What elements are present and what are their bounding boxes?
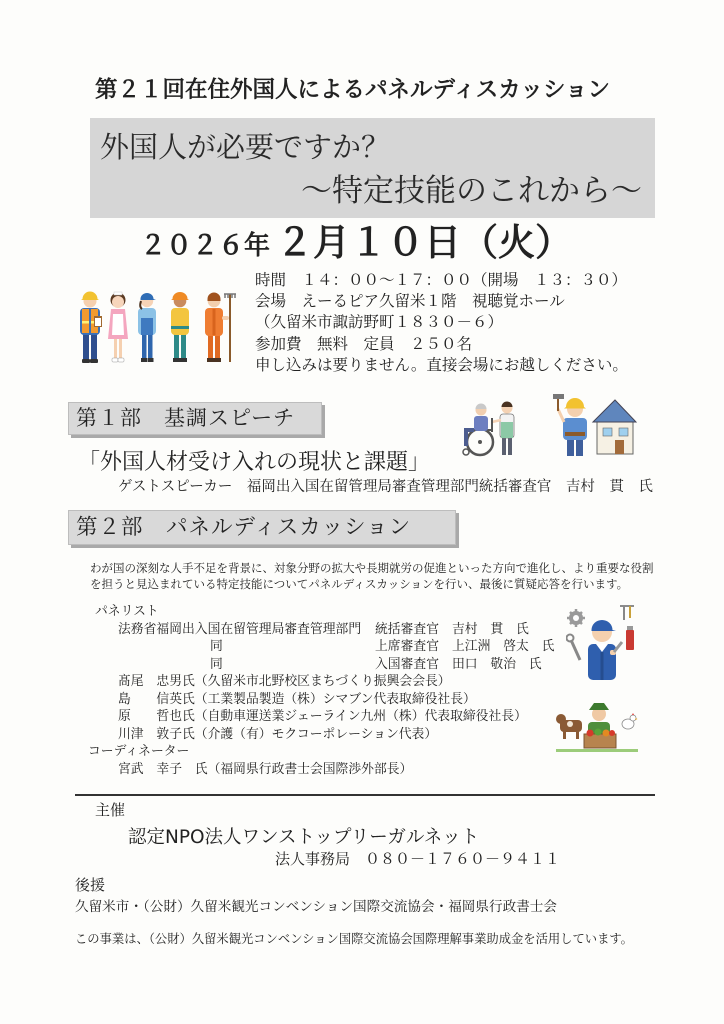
panelist-row <box>88 708 568 726</box>
official-org: 同 <box>210 639 223 655</box>
wheelchair-user-figure <box>463 404 493 456</box>
event-date-day: ２月１０日（火） <box>276 221 572 264</box>
sponsors-list: 久留米市・（公財）久留米観光コンベンション国際交流協会・福岡県行政書士会 <box>75 899 557 915</box>
panelist-row <box>88 726 568 744</box>
coordinator-label: コーディネーター <box>88 744 190 760</box>
mechanic-figure <box>588 620 622 680</box>
event-fee-capacity: 参加費 無料 定員 ２５０名 <box>255 334 473 353</box>
panelists-label: パネリスト <box>95 604 159 619</box>
factory-worker-figure <box>138 293 156 362</box>
caregiver-figure <box>492 402 514 456</box>
mechanic-illustration <box>566 600 638 682</box>
carpenter-figure <box>553 394 587 456</box>
cow-figure <box>556 714 582 739</box>
panelist-row <box>88 691 568 709</box>
panel-description-line: わが国の深刻な人手不足を背景に、対象分野の拡大や長期就労の促進といった方向で進化し、より重要な役割 <box>90 561 654 575</box>
coordinator-label-row <box>88 743 568 761</box>
panelist-entry: 川津 敦子氏（介護（有）モクコーポレーション代表） <box>118 726 438 742</box>
official-title: 統括審査官 <box>375 621 439 637</box>
part2-heading: 第２部 パネルディスカッション <box>76 515 412 540</box>
part2-heading-box <box>68 510 456 545</box>
official-title: 入国審査官 <box>375 656 439 672</box>
part1-heading-box <box>68 402 322 435</box>
panelist-entry: 原 哲也氏（自動車運送業ジェーライン九州（株）代表取締役社長） <box>118 709 527 725</box>
house-figure <box>593 400 636 454</box>
main-subtitle: ～特定技能のこれから～ <box>301 173 642 209</box>
coordinator-row <box>88 761 568 779</box>
event-venue: 会場 えーるピア久留米１階 視聴覚ホール <box>255 292 565 311</box>
organizer-label: 主催 <box>95 801 126 819</box>
farm-worker-figure <box>205 293 236 363</box>
panelist-entry: 髙尾 忠男氏（久留米市北野校区まちづくり振興会会長） <box>118 674 451 690</box>
wheelchair-care-illustration <box>458 398 522 458</box>
construction-illustration <box>553 392 637 458</box>
official-row <box>88 621 568 639</box>
official-name: 吉村 貫 氏 <box>452 621 529 637</box>
guest-speaker: ゲストスピーカー 福岡出入国在留管理局審査管理部門統括審査官 吉村 貫 氏 <box>118 479 653 495</box>
construction-worker-figure <box>171 292 189 362</box>
series-title: 第２１回在住外国人によるパネルディスカッション <box>95 77 611 103</box>
event-address: （久留米市諏訪野町１８３０－６） <box>255 313 504 332</box>
event-note: 申し込みは要りません。直接会場にお越しください。 <box>255 355 628 374</box>
organizer-name: 認定NPO法人ワンストップリーガルネット <box>128 827 480 848</box>
official-row <box>88 638 568 656</box>
event-info <box>255 270 628 376</box>
official-org: 同 <box>210 656 223 672</box>
event-date-year: ２０２６年 <box>140 231 271 261</box>
panel-description <box>90 560 654 592</box>
official-title: 上席審査官 <box>375 639 439 655</box>
event-time: 時間 １４：００～１７：００（開場 １３：３０） <box>255 271 628 289</box>
sponsors-label: 後援 <box>75 876 106 894</box>
panelist-row <box>88 673 568 691</box>
official-org: 法務省福岡出入国在留管理局審査管理部門 <box>118 621 362 637</box>
ground-strip <box>556 749 638 752</box>
event-date <box>140 220 580 266</box>
keynote-title: 「外国人材受け入れの現状と課題」 <box>78 450 431 475</box>
workers-group-illustration <box>72 288 238 364</box>
panelists-label-row <box>88 603 568 621</box>
safety-worker-figure <box>80 292 102 364</box>
grant-footnote: この事業は、（公財）久留米観光コンベンション国際交流協会国際理解事業助成金を活用しています。 <box>75 932 633 946</box>
organizer-contact: 法人事務局 ０８０－１７６０－９４１１ <box>275 850 561 868</box>
main-title-box <box>90 118 655 218</box>
chicken-figure <box>622 713 638 729</box>
farmer-illustration <box>556 694 638 754</box>
nurse-figure <box>108 292 128 362</box>
official-name: 上江洲 啓太 氏 <box>452 639 555 655</box>
coordinator-entry: 宮武 幸子 氏（福岡県行政書士会国際渉外部長） <box>118 761 413 777</box>
panelist-list <box>88 603 568 778</box>
vegetable-crate-figure <box>584 729 616 749</box>
panelist-entry: 島 信英氏（工業製品製造（株）シマブン代表取締役社長） <box>118 691 476 707</box>
official-name: 田口 敬治 氏 <box>452 656 542 672</box>
section-divider <box>75 794 655 796</box>
part1-heading: 第１部 基調スピーチ <box>76 406 296 430</box>
official-row <box>88 656 568 674</box>
main-title: 外国人が必要ですか？ <box>100 130 391 164</box>
panel-description-line: を担うと見込まれている特定技能についてパネルディスカッションを行い、最後に質疑応答を行います。 <box>90 577 629 591</box>
